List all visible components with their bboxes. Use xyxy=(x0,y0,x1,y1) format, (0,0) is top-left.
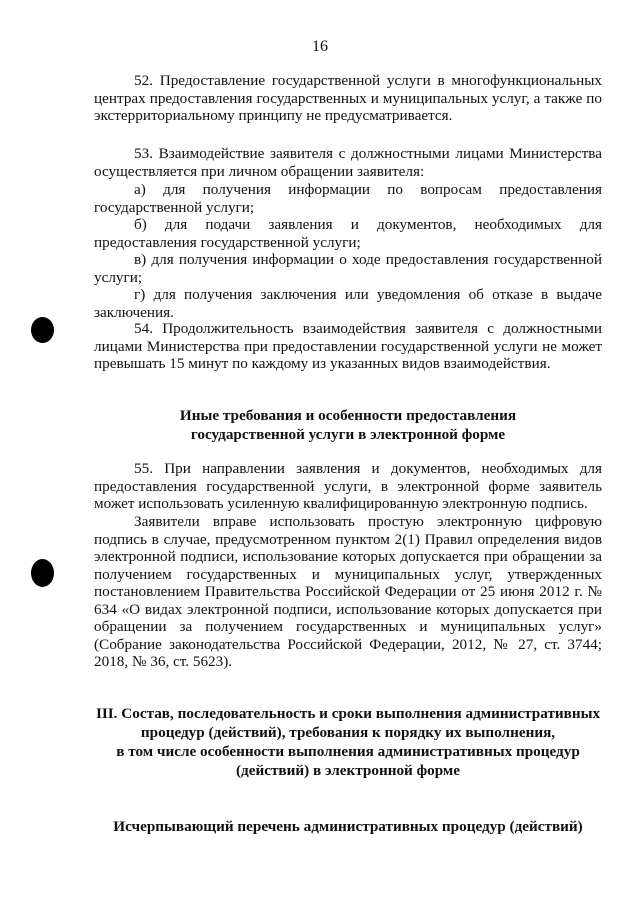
paragraph-54: 54. Продолжительность взаимодействия заявителя с должностными лицами Министерства при предоставлении государственной услуги не может превышать 15 минут по каждому из указанных видов взаимодействия. xyxy=(94,320,602,372)
section-3-heading xyxy=(94,704,602,780)
heading-electronic-form-line-1: Иные требования и особенности предоставления xyxy=(179,407,517,424)
heading-electronic-form-line-2: государственной услуги в электронной форме xyxy=(190,426,506,443)
binder-hole-top xyxy=(31,317,54,343)
section-3-heading-line-2: процедур (действий), требования к порядку их выполнения, xyxy=(140,724,556,741)
section-3-heading-line-4: (действий) в электронной форме xyxy=(235,762,461,779)
paragraph-53: 53. Взаимодействие заявителя с должностными лицами Министерства осуществляется при личном обращении заявителя: xyxy=(94,145,602,180)
paragraph-53-g: г) для получения заключения или уведомления об отказе в выдаче заключения. xyxy=(94,286,602,321)
paragraph-53-a: а) для получения информации по вопросам предоставления государственной услуги; xyxy=(94,181,602,216)
paragraph-52: 52. Предоставление государственной услуги в многофункциональных центрах предоставления государственных и муниципальных услуг, а также по экстерриториальному принципу не предусматривается. xyxy=(94,72,602,124)
paragraph-53-b: б) для подачи заявления и документов, необходимых для предоставления государственной услуги; xyxy=(94,216,602,251)
paragraph-53-v: в) для получения информации о ходе предоставления государственной услуги; xyxy=(94,251,602,286)
paragraph-55-signature: Заявители вправе использовать простую электронную цифровую подпись в случае, предусмотренном пунктом 2(1) Правил определения видов электронной подписи, использование которых допускается при обращении за получением государственных и муниципальных услуг, утвержденных постановлением Правительства Российской Федерации от 25 июня 2012 г. № 634 «О видах электронной подписи, использование которых допускается при обращении за получением государственных и муниципальных услуг» (Собрание законодательства Российской Федерации, 2012, № 27, ст. 3744; 2018, № 36, ст. 5623). xyxy=(94,513,602,670)
page-number: 16 xyxy=(312,38,328,55)
section-3-heading-line-1: III. Состав, последовательность и сроки выполнения административных xyxy=(95,705,601,722)
heading-electronic-form xyxy=(94,406,602,444)
section-3-heading-line-3: в том числе особенности выполнения административных процедур xyxy=(116,743,580,760)
heading-procedures-list: Исчерпывающий перечень административных процедур (действий) xyxy=(113,818,583,835)
paragraph-55: 55. При направлении заявления и документов, необходимых для предоставления государственной услуги, в электронной форме заявитель может использовать усиленную квалифицированную электронную подпись. xyxy=(94,460,602,512)
binder-hole-bottom xyxy=(31,559,54,587)
